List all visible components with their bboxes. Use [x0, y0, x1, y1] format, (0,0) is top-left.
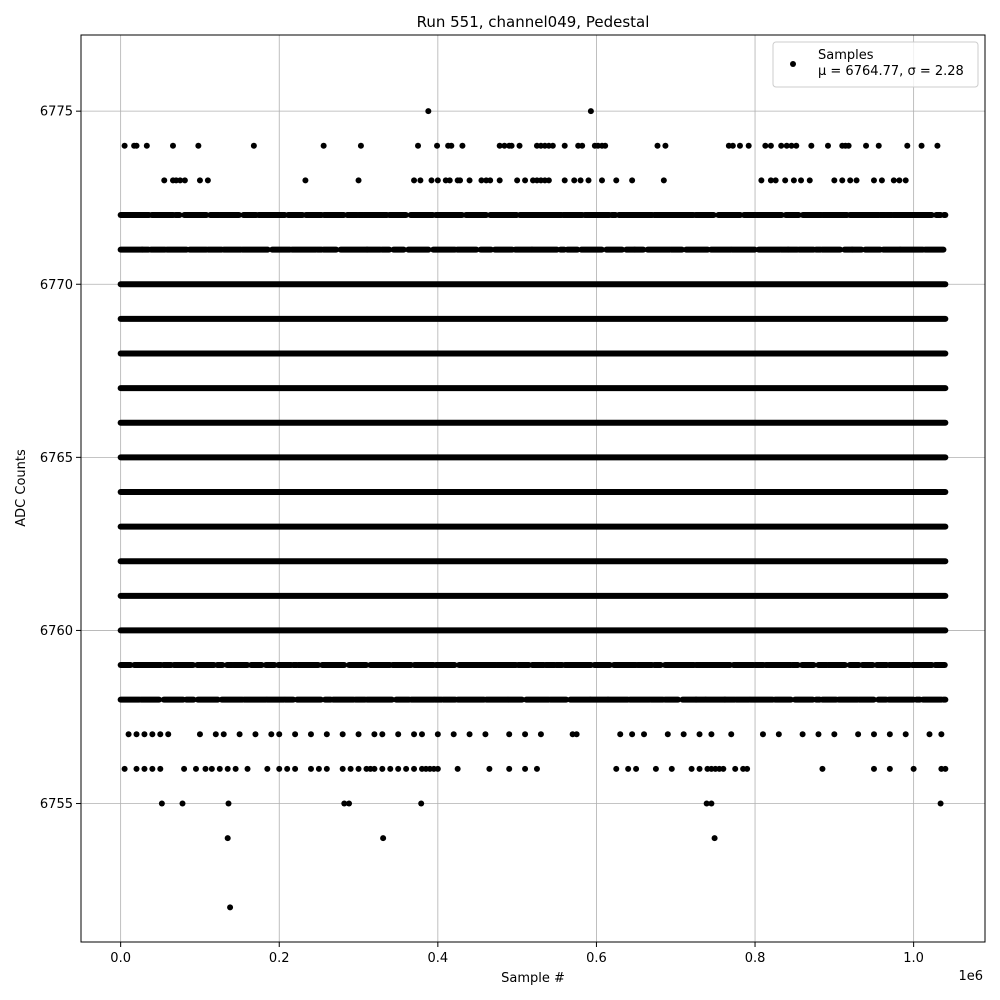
x-tick-label: 0.8: [744, 951, 766, 966]
data-point: [193, 766, 199, 772]
data-point: [482, 731, 488, 737]
data-point: [778, 143, 784, 149]
data-point: [157, 766, 163, 772]
x-tick-label: 0.4: [427, 951, 449, 966]
data-point: [144, 143, 150, 149]
data-point: [227, 904, 233, 910]
data-point: [863, 143, 869, 149]
data-point: [356, 177, 362, 183]
data-point: [904, 143, 910, 149]
data-point: [744, 766, 750, 772]
data-point: [506, 731, 512, 737]
data-point: [324, 731, 330, 737]
data-point: [428, 177, 434, 183]
data-point: [487, 177, 493, 183]
data-point: [419, 731, 425, 737]
data-point: [762, 143, 768, 149]
data-point: [379, 731, 385, 737]
data-point: [308, 766, 314, 772]
data-point: [182, 177, 188, 183]
data-point: [562, 143, 568, 149]
data-point: [221, 731, 227, 737]
data-point: [758, 177, 764, 183]
data-point: [617, 731, 623, 737]
data-point: [737, 143, 743, 149]
data-point: [459, 143, 465, 149]
data-point: [613, 766, 619, 772]
data-point: [793, 143, 799, 149]
data-point: [896, 177, 902, 183]
data-point: [871, 731, 877, 737]
data-point: [170, 143, 176, 149]
data-point: [159, 801, 165, 807]
data-point: [681, 731, 687, 737]
data-point: [141, 766, 147, 772]
x-axis-label: Sample #: [501, 971, 565, 986]
data-point: [509, 143, 515, 149]
data-point: [871, 177, 877, 183]
data-point: [205, 177, 211, 183]
data-point: [800, 731, 806, 737]
data-point: [534, 766, 540, 772]
data-point: [760, 731, 766, 737]
data-point: [625, 766, 631, 772]
data-point: [538, 731, 544, 737]
data-point: [669, 766, 675, 772]
x-tick-label: 0.2: [268, 951, 290, 966]
data-point: [395, 731, 401, 737]
data-point: [571, 177, 577, 183]
chart-title: Run 551, channel049, Pedestal: [416, 13, 650, 31]
data-point: [782, 177, 788, 183]
data-point: [728, 731, 734, 737]
data-point: [562, 177, 568, 183]
data-point: [197, 731, 203, 737]
data-point: [316, 766, 322, 772]
data-point: [284, 766, 290, 772]
data-point: [665, 731, 671, 737]
data-point: [689, 766, 695, 772]
data-point: [340, 731, 346, 737]
data-point: [586, 177, 592, 183]
data-point: [321, 143, 327, 149]
data-point: [574, 731, 580, 737]
data-point: [876, 143, 882, 149]
data-point: [225, 801, 231, 807]
y-tick-label: 6765: [39, 450, 73, 466]
data-point: [264, 766, 270, 772]
data-point: [126, 731, 132, 737]
data-point: [819, 766, 825, 772]
data-point: [791, 177, 797, 183]
data-point: [225, 835, 231, 841]
data-point: [887, 731, 893, 737]
data-point: [379, 766, 385, 772]
data-point: [451, 731, 457, 737]
data-point: [839, 177, 845, 183]
data-point: [854, 177, 860, 183]
data-point: [134, 143, 140, 149]
data-point: [879, 177, 885, 183]
data-point: [268, 731, 274, 737]
data-point: [457, 177, 463, 183]
data-point: [486, 766, 492, 772]
data-point: [308, 731, 314, 737]
data-point: [712, 835, 718, 841]
data-point: [497, 177, 503, 183]
data-point: [209, 766, 215, 772]
data-point: [356, 731, 362, 737]
data-point: [252, 731, 258, 737]
data-point: [825, 143, 831, 149]
data-point: [180, 801, 186, 807]
data-point: [217, 766, 223, 772]
data-point: [467, 177, 473, 183]
data-point: [292, 766, 298, 772]
data-point: [942, 766, 948, 772]
legend-series-name: Samples: [818, 48, 874, 63]
data-point: [447, 177, 453, 183]
data-point: [697, 766, 703, 772]
x-axis-scale-label: 1e6: [958, 969, 983, 984]
y-tick-label: 6770: [39, 277, 73, 293]
data-point: [358, 143, 364, 149]
data-point: [276, 731, 282, 737]
data-point: [776, 731, 782, 737]
data-point: [938, 731, 944, 737]
data-point: [798, 177, 804, 183]
data-point: [448, 143, 454, 149]
x-tick-label: 0.0: [110, 951, 131, 966]
data-point: [165, 731, 171, 737]
data-point: [434, 143, 440, 149]
data-point: [602, 143, 608, 149]
data-point: [934, 143, 940, 149]
data-point: [425, 108, 431, 114]
data-point: [641, 731, 647, 737]
data-point: [225, 766, 231, 772]
data-point: [149, 731, 155, 737]
data-point: [467, 731, 473, 737]
y-tick-label: 6755: [39, 797, 73, 813]
data-point: [122, 143, 128, 149]
x-tick-label: 0.6: [586, 951, 607, 966]
data-point: [302, 177, 308, 183]
data-point: [815, 731, 821, 737]
data-point: [846, 143, 852, 149]
data-point: [808, 143, 814, 149]
data-point: [653, 766, 659, 772]
data-point: [662, 143, 668, 149]
data-point: [346, 801, 352, 807]
data-point: [831, 731, 837, 737]
data-point: [613, 177, 619, 183]
data-point: [371, 766, 377, 772]
level-points-6752: [227, 904, 233, 910]
data-point: [633, 766, 639, 772]
data-point: [629, 731, 635, 737]
data-point: [871, 766, 877, 772]
data-point: [588, 108, 594, 114]
data-point: [546, 177, 552, 183]
data-point: [578, 177, 584, 183]
x-tick-label: 1.0: [903, 951, 924, 966]
data-point: [579, 143, 585, 149]
data-point: [654, 143, 660, 149]
data-point: [418, 801, 424, 807]
y-tick-label: 6760: [39, 623, 73, 639]
data-point: [730, 143, 736, 149]
data-point: [181, 766, 187, 772]
data-point: [919, 143, 925, 149]
data-point: [807, 177, 813, 183]
data-point: [708, 801, 714, 807]
data-point: [517, 143, 523, 149]
data-point: [197, 177, 203, 183]
data-point: [403, 766, 409, 772]
y-tick-label: 6775: [39, 104, 73, 120]
data-point: [371, 731, 377, 737]
data-point: [417, 177, 423, 183]
legend-stats-label: μ = 6764.77, σ = 2.28: [818, 64, 964, 79]
data-point: [435, 766, 441, 772]
data-point: [141, 731, 147, 737]
data-point: [251, 143, 257, 149]
data-point: [661, 177, 667, 183]
data-point: [356, 766, 362, 772]
data-point: [237, 731, 243, 737]
data-point: [324, 766, 330, 772]
y-axis-label: ADC Counts: [14, 449, 29, 527]
data-point: [506, 766, 512, 772]
data-point: [522, 177, 528, 183]
data-point: [720, 766, 726, 772]
data-point: [599, 177, 605, 183]
data-point: [395, 766, 401, 772]
data-point: [746, 143, 752, 149]
legend: [773, 42, 978, 87]
data-point: [157, 731, 163, 737]
data-point: [292, 731, 298, 737]
data-point: [134, 731, 140, 737]
data-point: [773, 177, 779, 183]
data-point: [847, 177, 853, 183]
data-point: [415, 143, 421, 149]
data-point: [380, 835, 386, 841]
data-point: [732, 766, 738, 772]
data-point: [411, 731, 417, 737]
data-point: [435, 731, 441, 737]
data-point: [887, 766, 893, 772]
legend-marker: [790, 61, 796, 67]
data-point: [522, 731, 528, 737]
data-point: [855, 731, 861, 737]
data-point: [911, 766, 917, 772]
data-point: [938, 801, 944, 807]
data-point: [202, 766, 208, 772]
data-point: [455, 766, 461, 772]
plot-area: [81, 35, 985, 942]
data-point: [387, 766, 393, 772]
data-point: [629, 177, 635, 183]
data-point: [903, 177, 909, 183]
data-point: [550, 143, 556, 149]
data-point: [768, 143, 774, 149]
data-point: [831, 177, 837, 183]
data-point: [435, 177, 441, 183]
data-point: [411, 766, 417, 772]
data-point: [514, 177, 520, 183]
data-point: [161, 177, 167, 183]
data-point: [245, 766, 251, 772]
data-point: [348, 766, 354, 772]
data-point: [134, 766, 140, 772]
data-point: [708, 731, 714, 737]
data-point: [340, 766, 346, 772]
data-point: [122, 766, 128, 772]
data-point: [149, 766, 155, 772]
data-point: [903, 731, 909, 737]
data-point: [926, 731, 932, 737]
data-point: [522, 766, 528, 772]
data-point: [697, 731, 703, 737]
data-point: [276, 766, 282, 772]
data-point: [891, 177, 897, 183]
data-point: [213, 731, 219, 737]
data-point: [195, 143, 201, 149]
data-point: [233, 766, 239, 772]
data-point: [411, 177, 417, 183]
level-points-6756: [122, 766, 949, 772]
